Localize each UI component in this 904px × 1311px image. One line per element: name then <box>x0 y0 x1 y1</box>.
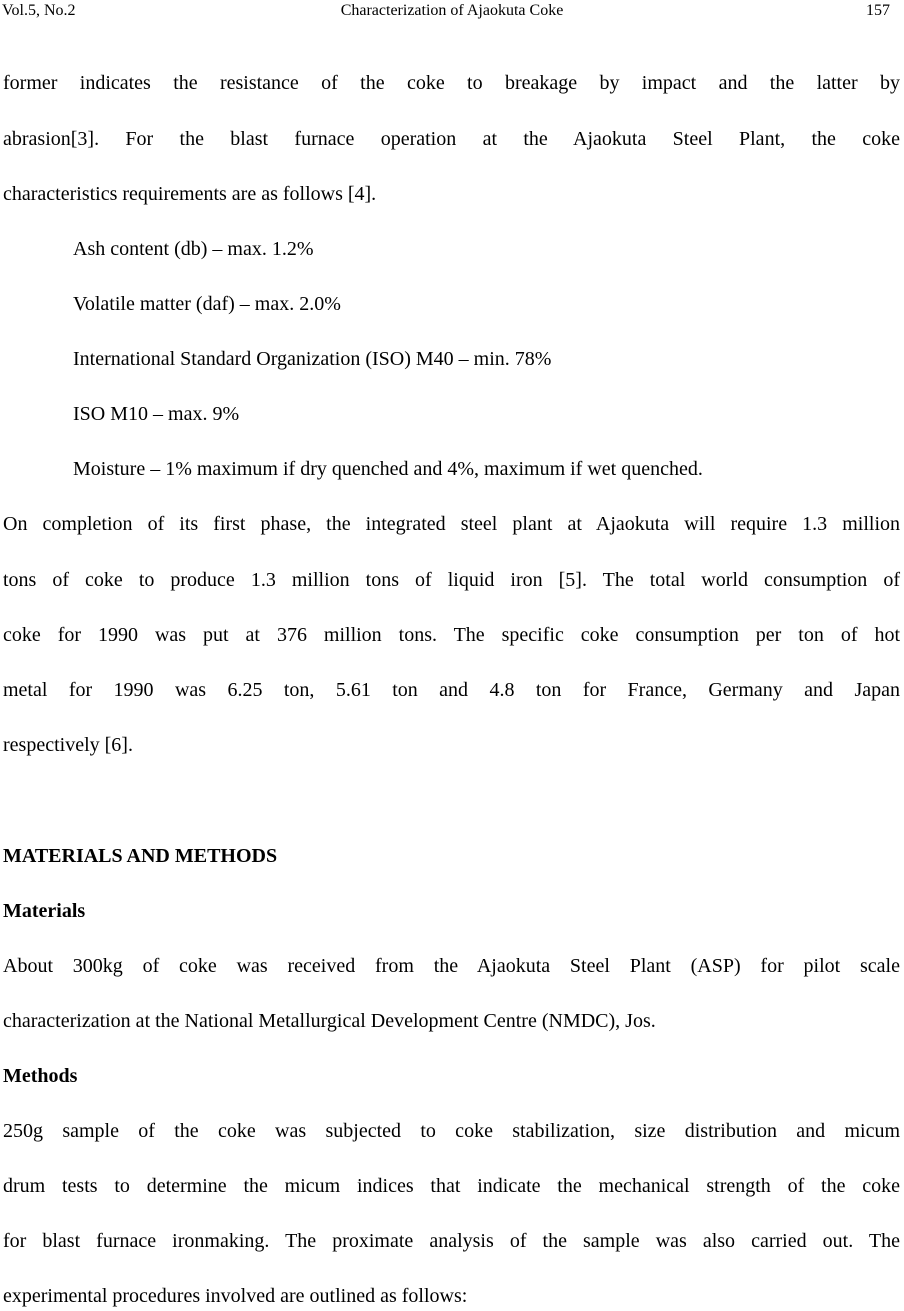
paragraph-line: for blast furnace ironmaking. The proximate analysis of the sample was also carried out. The <box>3 1230 900 1252</box>
paragraph-line: characterization at the National Metallurgical Development Centre (NMDC), Jos. <box>3 1010 656 1032</box>
paragraph-line: abrasion[3]. For the blast furnace operation at the Ajaokuta Steel Plant, the coke <box>3 128 900 150</box>
requirement-item: Moisture – 1% maximum if dry quenched and 4%, maximum if wet quenched. <box>73 458 703 480</box>
paragraph-line: coke for 1990 was put at 376 million tons. The specific coke consumption per ton of hot <box>3 624 900 646</box>
methods-heading: Methods <box>3 1065 78 1087</box>
requirement-item: Ash content (db) – max. 1.2% <box>73 238 314 260</box>
running-header <box>0 0 904 22</box>
paragraph-line: On completion of its first phase, the integrated steel plant at Ajaokuta will require 1.3 million <box>3 513 900 535</box>
paragraph-line: 250g sample of the coke was subjected to coke stabilization, size distribution and micum <box>3 1120 900 1142</box>
paragraph-line: characteristics requirements are as follows [4]. <box>3 183 377 205</box>
running-title: Characterization of Ajaokuta Coke <box>340 2 564 19</box>
requirement-item: ISO M10 – max. 9% <box>73 403 240 425</box>
section-heading: MATERIALS AND METHODS <box>3 845 278 867</box>
paragraph-line: About 300kg of coke was received from the Ajaokuta Steel Plant (ASP) for pilot scale <box>3 955 900 977</box>
paragraph-line: former indicates the resistance of the coke to breakage by impact and the latter by <box>3 72 900 94</box>
requirement-item: International Standard Organization (ISO) M40 – min. 78% <box>73 348 552 370</box>
journal-volume: Vol.5, No.2 <box>2 2 76 19</box>
materials-heading: Materials <box>3 900 86 922</box>
requirement-item: Volatile matter (daf) – max. 2.0% <box>73 293 341 315</box>
paragraph-line: respectively [6]. <box>3 734 133 756</box>
paragraph-line: metal for 1990 was 6.25 ton, 5.61 ton and 4.8 ton for France, Germany and Japan <box>3 679 900 701</box>
page-number: 157 <box>866 2 890 19</box>
paragraph-line: drum tests to determine the micum indices that indicate the mechanical strength of the coke <box>3 1175 900 1197</box>
paragraph-line: tons of coke to produce 1.3 million tons of liquid iron [5]. The total world consumption of <box>3 569 900 591</box>
paragraph-line: experimental procedures involved are outlined as follows: <box>3 1285 468 1307</box>
